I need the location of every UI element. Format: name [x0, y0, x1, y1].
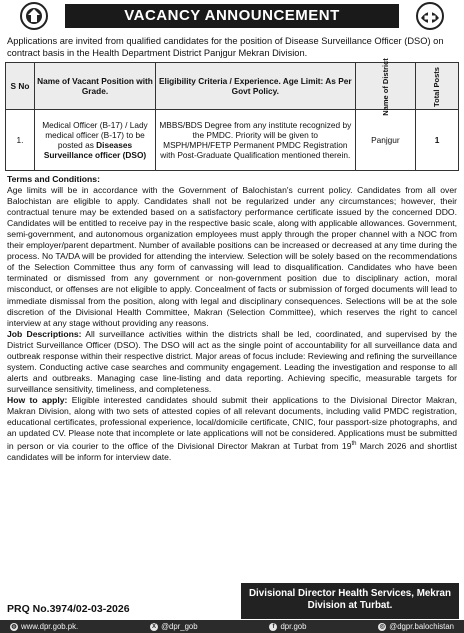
apply-date-suffix: th [351, 441, 357, 448]
social-bar [0, 620, 464, 633]
director-line-1: Divisional Director Health Services, Mekran [248, 588, 451, 599]
how-to-apply [7, 395, 457, 463]
x-icon: X [152, 623, 157, 630]
header-position: Name of Vacant Position with Grade. [35, 63, 156, 110]
government-of-balochistan-emblem-icon [19, 1, 49, 31]
facebook-icon: f [269, 623, 277, 631]
cell-position [35, 110, 156, 171]
job-description-label: Job Descriptions: [7, 328, 82, 339]
globe-icon: ◍ [11, 623, 17, 630]
table-row [6, 110, 459, 171]
instagram-icon: ◎ [379, 623, 385, 630]
x-handle: @dpr_gob [161, 622, 198, 631]
social-website[interactable] [10, 620, 78, 633]
header-posts-label: Total Posts [432, 66, 442, 107]
social-x[interactable] [150, 620, 198, 633]
cell-district: Panjgur [355, 110, 416, 171]
header-district [355, 57, 416, 116]
facebook-handle: dpr.gob [280, 622, 307, 631]
social-instagram[interactable] [378, 620, 454, 633]
instagram-handle: @dgpr.balochistan [389, 622, 454, 631]
page-title: VACANCY ANNOUNCEMENT [65, 4, 399, 28]
social-facebook[interactable] [269, 620, 306, 633]
prq-number: PRQ No.3974/02-03-2026 [7, 603, 130, 615]
header [5, 0, 459, 33]
header-sno: S No [6, 63, 35, 110]
how-to-apply-label: How to apply: [7, 394, 68, 405]
terms-title: Terms and Conditions: [7, 174, 100, 184]
job-description [7, 329, 457, 395]
cell-eligibility: MBBS/BDS Degree from any institute recognized by the PMDC. Priority will be given to MSPH/MPH/FETP Permanent PMDC Registration with Post-Graduate Qualification mentioned therein. [156, 110, 356, 171]
issuing-authority [241, 583, 459, 619]
how-to-apply-tail: March 2026 and shortlist candidates will be inform for interview date. [7, 440, 457, 463]
website-text: www.dpr.gob.pk. [21, 622, 79, 631]
terms-body: Age limits will be in accordance with the Government of Balochistan's current policy. Candidates from all over Balochistan are eligible to apply. Candidates shall not be regularized under any circumstances; however, their contractual tenure may be extended based on a satisfactory performance certificate issued by the concerned DDO. Candidates will be entitled to receive pay in the respective basic scale, along with applicable allowances. Government, semi-government, and autonomous organization employees must apply through the proper channel with a NOC from their employer/parent department. Number of available positions can be increased or decreased at any time during the process. No TA/DA will be provided for attending the interview. Selection will be solely based on the recommendations of the Selection Committee thus any form of canvassing will lead to disqualification. Candidates who have been terminated or dismissed from any government or non-government position due to disciplinary action, moral misconduct, or offenses are not eligible to apply. Concealment of facts or submission of forged documents will lead to immediate dismissal from the position, along with legal and disciplinary consequences. Selections will be at the sole discretion of the Divisional Health Committee, Makran (Selection Committee), which reserves the right to cancel interview at any stage without providing any reasons. [7, 185, 457, 328]
health-department-emblem-icon [415, 1, 445, 31]
terms-section [7, 174, 457, 463]
intro-paragraph: Applications are invited from qualified candidates for the position of Disease Surveillance Officer (DSO) on contract basis in the Health Department District Panjgur Mekran Division. [7, 36, 444, 58]
apply-date-day: 19 [341, 440, 352, 451]
header-eligibility: Eligibility Criteria / Experience. Age Limit: As Per Govt Policy. [156, 63, 356, 110]
position-text: Medical Officer (B-17) / Lady medical officer (B-17) to be posted as [42, 120, 148, 150]
cell-sno: 1. [6, 110, 35, 171]
director-line-2: Division at Turbat. [307, 600, 393, 611]
vacancy-table [5, 57, 459, 171]
header-posts [416, 63, 459, 110]
header-district-label: Name of District [380, 57, 390, 116]
how-to-apply-body: Eligible interested candidates should submit their applications to the Divisional Director Makran, Makran Division, along with two sets of attested copies of all relevant documents, including valid PMDC registration, educational certificates, professional experience, local/domicile certificate, CNIC, four passport-size photographs, and an updated CV. Please note that incomplete or late applications will not be considered. Applications must be submitted in person or via courier to the office of the Divisional Director Makran at Turbat from [7, 394, 457, 451]
footer [5, 583, 459, 619]
table-header-row [6, 63, 459, 110]
cell-posts: 1 [416, 110, 459, 171]
position-dso: Diseases Surveillance officer (DSO) [43, 140, 147, 160]
job-description-body: All surveillance activities within the districts shall be led, coordinated, and supervised by the District Surveillance Officer (DSO). The DSO will act as the single point of accountability for all surveillance data and outbreak response within their respective district. Major areas of focus include: Reviewing and refining the surveillance system. Conducting active case searches and community engagement. Leading the investigation and response to all alerts and outbreaks. Managing case line-listing and data reporting. Achieving specific, measurable targets for surveillance sensitivity, timeliness, and completeness. [7, 328, 457, 394]
